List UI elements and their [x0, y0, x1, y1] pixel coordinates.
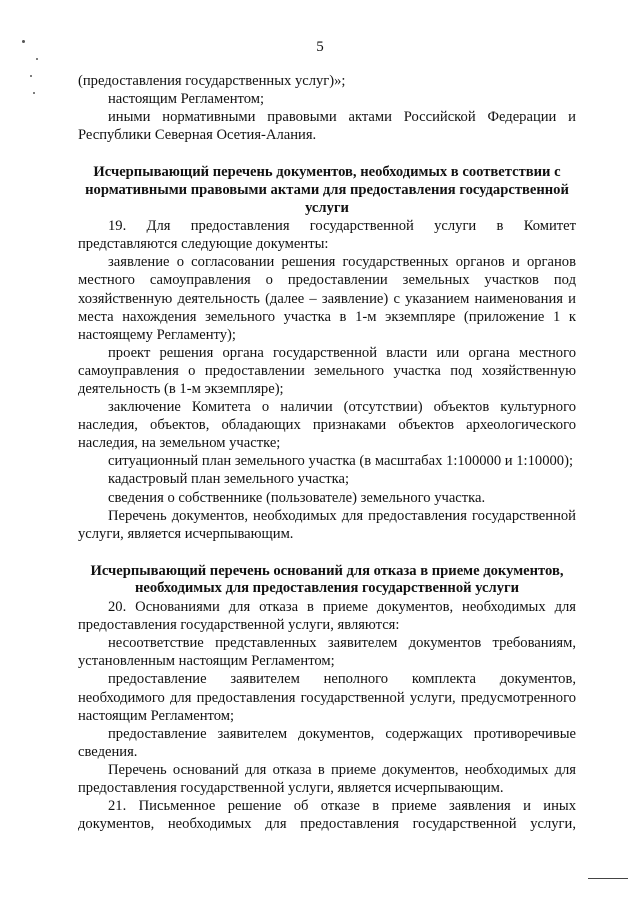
paragraph: заключение Комитета о наличии (отсутствии) объектов культурного наследия, объектов, обладающих признаками объектов археологического наследия, на земельном участке; [78, 399, 576, 452]
paragraph: предоставление заявителем неполного комплекта документов, необходимого для предоставления государственной услуги, предусмотренного настоящим Регламентом; [78, 671, 576, 724]
scan-artifact [33, 92, 35, 94]
paragraph: настоящим Регламентом; [108, 91, 265, 108]
paragraph: 20. Основаниями для отказа в приеме документов, необходимых для предоставления государственной услуги, являются: [78, 599, 576, 634]
section-heading: Исчерпывающий перечень оснований для отказа в приеме документов, необходимых для предоставления государственной услуги [90, 562, 564, 597]
paragraph: проект решения органа государственной власти или органа местного самоуправления о предоставлении земельного участка под хозяйственную деятельность (в 1-м экземпляре); [78, 344, 576, 397]
paragraph: ситуационный план земельного участка (в масштабах 1:100000 и 1:10000); [108, 453, 574, 470]
page-body [78, 72, 576, 833]
paragraph: 21. Письменное решение об отказе в приеме заявления и иных документов, необходимых для предоставления государственной услуги, [78, 798, 576, 833]
paragraph: предоставление заявителем документов, содержащих противоречивые сведения. [78, 725, 576, 760]
scan-artifact [36, 58, 38, 60]
paragraph: сведения о собственнике (пользователе) земельного участка. [108, 489, 486, 506]
scan-artifact [30, 75, 32, 77]
paragraph: иными нормативными правовыми актами Российской Федерации и Республики Северная Осетия-Алания. [78, 109, 576, 144]
paragraph: несоответствие представленных заявителем документов требованиям, установленным настоящим Регламентом; [78, 635, 576, 670]
scan-artifact [588, 878, 628, 879]
paragraph: заявление о согласовании решения государственных органов и органов местного самоуправления о предоставлении земельных участков под хозяйственную деятельность (далее – заявление) с указанием наименования и места нахождения земельного участка в 1-м экземпляре (приложение 1 к настоящему Регламенту); [78, 254, 576, 343]
paragraph: 19. Для предоставления государственной услуги в Комитет представляются следующие документы: [78, 218, 576, 253]
paragraph: (предоставления государственных услуг)»; [78, 73, 346, 89]
paragraph: Перечень документов, необходимых для предоставления государственной услуги, является исчерпывающим. [78, 507, 576, 542]
page-number: 5 [316, 39, 324, 55]
paragraph: Перечень оснований для отказа в приеме документов, необходимых для предоставления государственной услуги, является исчерпывающим. [78, 761, 576, 796]
section-heading: Исчерпывающий перечень документов, необходимых в соответствии с нормативными правовыми актами для предоставления государственной услуги [85, 164, 569, 216]
paragraph: кадастровый план земельного участка; [108, 471, 349, 488]
